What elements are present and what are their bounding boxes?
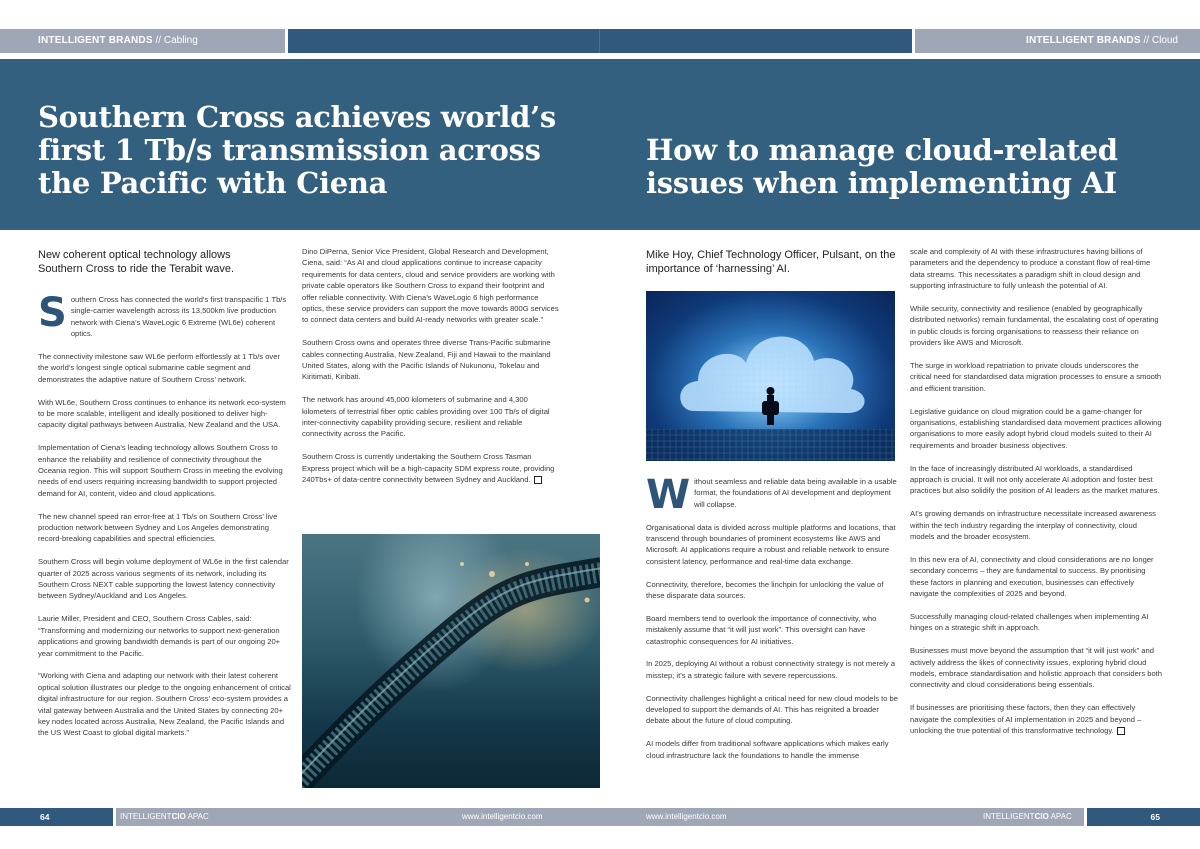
right-col1-para: Board members tend to overlook the importance of connectivity, who mistakenly assume that “it will just work”. This oversight can have catastrophic consequences for AI initiatives. [646, 613, 877, 646]
right-col1-para: Connectivity challenges highlight a critical need for new cloud models to be developed to support the demands of AI. This has reignited a broader debate about the future of cloud computing. [646, 693, 899, 726]
left-col1-para: Laurie Miller, President and CEO, Southern Cross Cables, said: “Transforming and modernizing our networks to support next-generation applications and growing bandwidth demands is part of our ongoing 20+ year commitment to the Pacific. [38, 614, 281, 658]
right-col2-para: Legislative guidance on cloud migration could be a game-changer for organisations, establishing standardised data movement practices allowing organisations to more easily adopt hybrid cloud models suited to their AI requirements and broader business objectives. [910, 406, 1162, 450]
right-dropcap: W [646, 472, 691, 518]
spine-divider [599, 29, 600, 53]
left-col2-para: Southern Cross owns and operates three diverse Trans-Pacific submarine cables connecting Australia, New Zealand, Fiji and Hawaii to the mainland United States, along with the Pacific Islands of Nukunonu, Tokelau and Kiritimati, Kiribati. [302, 338, 551, 382]
fiber-cable-illustration [302, 534, 600, 788]
left-section-name: Cabling [163, 35, 198, 46]
left-col1-para: Southern Cross has connected the world’s first transpacific 1 Tb/s single-carrier wavelength across its 13,500km live production network with Ciena’s WaveLogic 6 Extreme (WL6e) coherent optics. [38, 290, 287, 339]
left-footer-bar [116, 808, 600, 826]
right-section-sep: // [1140, 35, 1152, 46]
right-section-name: Cloud [1151, 35, 1178, 46]
right-footer-brand: INTELLIGENTCIO APAC [983, 812, 1072, 821]
right-column-2 [910, 246, 1162, 748]
right-page-number: 65 [1087, 808, 1200, 826]
right-footer-bar [600, 808, 1084, 826]
fiber-cable-photo [302, 534, 600, 788]
left-section-brand: INTELLIGENT BRANDS [38, 35, 153, 46]
right-column-1 [646, 472, 899, 772]
left-section-sep: // [152, 35, 164, 46]
top-accent-bar [288, 29, 912, 53]
cloud-ai-photo [646, 291, 895, 461]
right-col1-para: Organisational data is divided across multiple platforms and locations, that transcend through boundaries of prominent ecosystems like AWS and Microsoft. AI applications require a robust and reliable network to ensure consistent latency, performance and real-time data exchange. [646, 522, 896, 566]
right-col2-para: AI’s growing demands on infrastructure necessitate increased awareness within the tech industry regarding the interplay of connectivity, cloud models and the broader ecosystem. [910, 509, 1156, 542]
left-column-1 [38, 290, 291, 750]
right-standfirst: Mike Hoy, Chief Technology Officer, Pulsant, on the importance of ‘harnessing’ AI. [646, 249, 896, 275]
end-of-article-icon [534, 476, 542, 484]
right-standfirst-box [646, 248, 896, 276]
right-col2-para: In this new era of AI, connectivity and cloud considerations are no longer secondary concerns – they are fundamental to success. By prioritising these factors in planning and execution, businesses can effectively navigate the complexities of 2025 and beyond. [910, 554, 1154, 599]
left-page-number: 64 [0, 808, 113, 826]
right-col1-para: Connectivity, therefore, becomes the linchpin for unlocking the value of these disparate data sources. [646, 579, 884, 601]
right-col2-para: Successfully managing cloud-related challenges when implementing AI hinges on a strategic shift in approach. [910, 611, 1149, 633]
left-col1-para: Implementation of Ciena’s leading technology allows Southern Cross to enhance the reliability and resilience of connectivity throughout the Oceania region. This will support Southern Cross in meeting the evolving needs of end users requiring increasing bandwidth to support projected demand for AI, content, video and cloud applications. [38, 443, 283, 498]
right-col1-lead: Without seamless and reliable data being available in a usable format, the foundations of AI development and deployment will collapse. [646, 472, 897, 518]
left-col2-para: Southern Cross is currently undertaking the Southern Cross Tasman Express project which will be a high-capacity SDM express route, providing 240Tbs+ of data-centre connectivity between Sydney and Auckland. [302, 452, 555, 485]
right-col1-para: AI models differ from traditional software applications which makes early cloud infrastructure lack the foundations to handle the immense [646, 739, 889, 760]
right-col1-para: In 2025, deploying AI without a robust connectivity strategy is not merely a misstep; it’s a strategic failure with severe repercussions. [646, 659, 896, 680]
left-dropcap: S [38, 290, 67, 336]
right-section-bar [915, 29, 1200, 53]
left-section-bar [0, 29, 285, 53]
left-col1-para: Southern Cross will begin volume deployment of WL6e in the first calendar quarter of 2025 across various segments of its network, including its Southern Cross NEXT cable supporting the lowest latency connectivity between Sydney/Auckland and Los Angeles. [38, 557, 289, 601]
left-standfirst: New coherent optical technology allows Southern Cross to ride the Terabit wave. [38, 249, 235, 275]
right-headline: How to manage cloud-related issues when implementing AI [646, 133, 1118, 200]
right-col2-para: The surge in workload repatriation to private clouds underscores the critical need for standardised data migration processes to ensure a smooth and efficient transition. [910, 361, 1162, 393]
right-footer-url[interactable]: www.intelligentcio.com [646, 812, 727, 821]
left-headline-box [38, 101, 558, 200]
right-col2-para: In the face of increasingly distributed AI workloads, a standardised approach is crucial. It will not only accelerate AI adoption and foster best practices but also solidify the position of AI leaders as the market matures. [910, 463, 1160, 496]
right-col2-para: While security, connectivity and resilience (enabled by geographically distributed networks) remain fundamental, the escalating cost of operating in public clouds is forcing organisations to reassess their reliance on providers like AWS and Microsoft. [910, 304, 1159, 348]
left-col1-para: The connectivity milestone saw WL6e perform effortlessly at 1 Tb/s over the world’s longest single optical submarine cable segment and demonstrates the adaptive nature of Southern Cross’ network. [38, 352, 280, 384]
left-col1-para: The new channel speed ran error-free at 1 Tb/s on Southern Cross’ live production network between Sydney and Los Angeles demonstrating record-breaking capabilities and spectral efficiencies. [38, 511, 278, 544]
left-col1-para: “Working with Ciena and adapting our network with their latest coherent optical solution illustrates our pledge to the ongoing enhancement of critical digital infrastructure for our region. Southern Cross’ eco-system provides a vital gateway between Australia and the United States by connecting 20+ key nodes located across Australia, New Zealand, the Pacific Islands and the US West Coast to global digital markets.” [38, 671, 291, 738]
left-col2-para: Dino DiPerna, Senior Vice President, Global Research and Development, Ciena, said: “As AI and cloud applications continue to increase capacity requirements for data centers, cloud and service providers are working with private cable operators like Southern Cross to expand their footprint and offer reliable connectivity. With Ciena’s WaveLogic 6 high performance optics, these service providers can support the move towards 800G services to connect data centers and build AI-ready networks with greater scale.” [302, 247, 559, 325]
right-section-brand: INTELLIGENT BRANDS [1026, 35, 1141, 46]
right-col2-para: If businesses are prioritising these factors, then they can effectively navigate the complexities of AI implementation in 2025 and beyond – unlocking the true potential of this transformative technology. [910, 703, 1142, 735]
left-footer-brand: INTELLIGENTCIO APAC [120, 812, 209, 821]
left-column-2 [302, 246, 560, 497]
left-col2-para: The network has around 45,000 kilometers of submarine and 4,300 kilometers of terrestrial fiber optic cables providing over 100 Tb/s of digital inter-connectivity capability providing secure, resilient and reliable connectivity across the Pacific. [302, 395, 550, 439]
right-headline-box [646, 134, 1126, 200]
left-col1-para: With WL6e, Southern Cross continues to enhance its network eco-system to be more scalable, intelligent and ideally positioned to deliver high-capacity digital pathways between Australia, New Zealand and the USA. [38, 397, 286, 430]
left-footer-url[interactable]: www.intelligentcio.com [462, 812, 543, 821]
right-col2-para: scale and complexity of AI with these infrastructures having billions of parameters and the dependency to produce a constant flow of real-time data streams. This necessitates a paradigm shift in cloud design and supporting infrastructure to fully unleash the potential of AI. [910, 247, 1151, 291]
cloud-illustration [646, 291, 895, 461]
end-of-article-icon [1117, 727, 1125, 735]
left-headline: Southern Cross achieves world’s first 1 Tb/s transmission across the Pacific with Ciena [38, 100, 556, 200]
left-standfirst-box [38, 248, 278, 276]
right-col2-para: Businesses must move beyond the assumption that “it will just work” and actively address the likes of connectivity issues, exploring hybrid cloud models, embrace standardisation and holistic approach that considers both connectivity and cloud considerations being essentials. [910, 646, 1163, 690]
